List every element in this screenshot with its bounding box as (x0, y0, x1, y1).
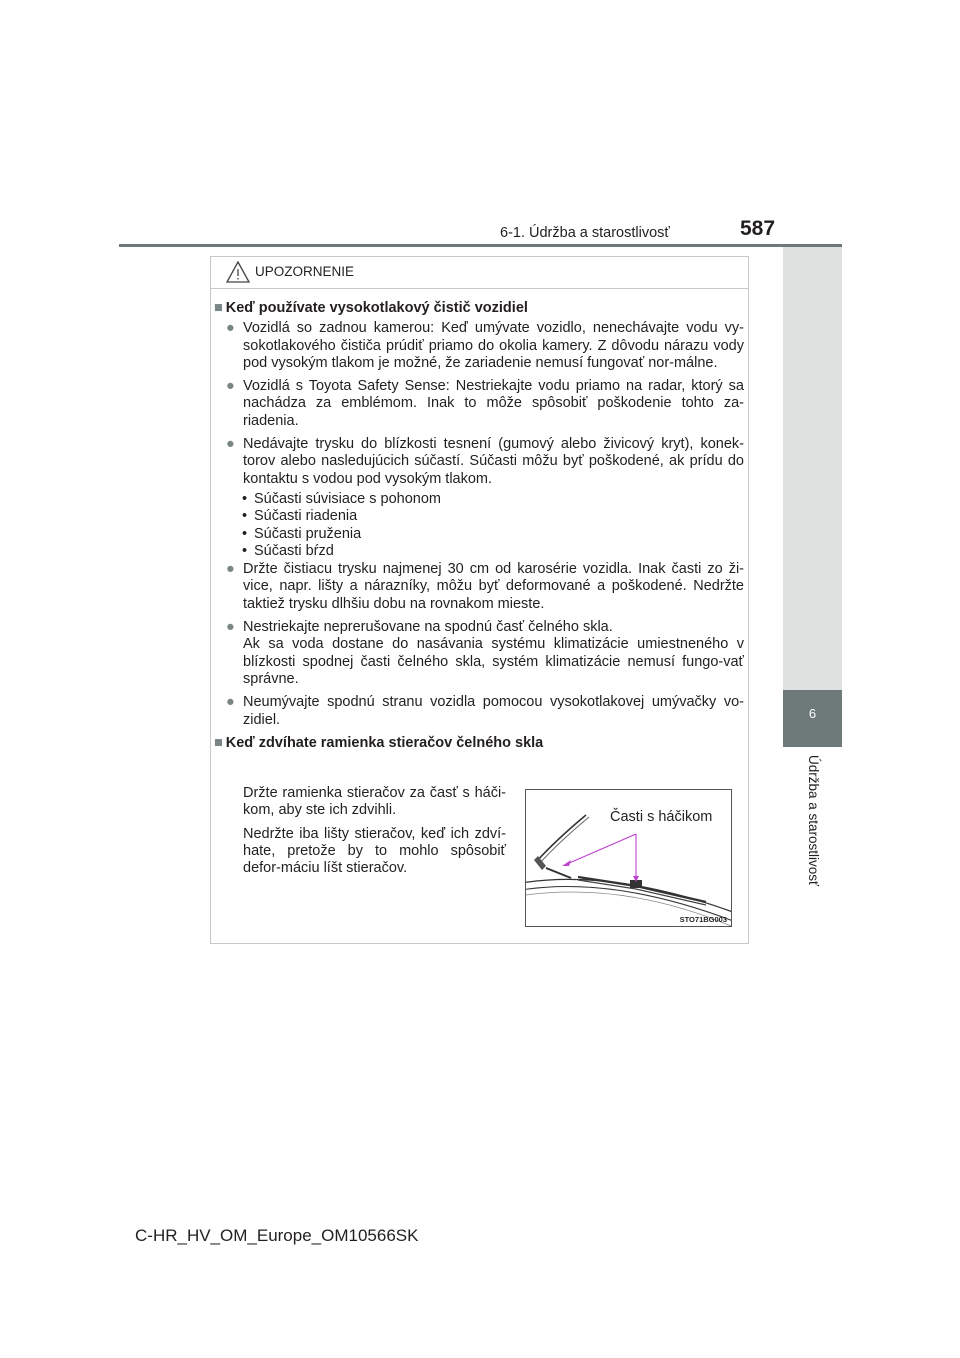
list-item: ● Nedávajte trysku do blízkosti tesnení (gumový alebo živicový kryt), konek-torov alebo nasledujúcich súčastí. Súčasti môžu byť poškodené, ak prídu do kontaktu s vodou pod vysokým tlakom. (226, 436, 744, 487)
sub-list (214, 491, 744, 560)
round-bullet-icon: ● (226, 378, 235, 395)
warning-header (211, 257, 748, 289)
list-item: ● Vozidlá s Toyota Safety Sense: Nestriekajte vodu priamo na radar, ktorý sa nachádza za emblémom. Inak to môže spôsobiť poškodenie tohto za-riadenia. (226, 378, 744, 429)
figure-label: Časti s háčikom (610, 809, 713, 825)
chapter-number: 6 (808, 706, 817, 721)
section-title: ■ Keď zdvíhate ramienka stieračov čelného skla (214, 734, 544, 751)
sub-list-item: • Súčasti súvisiace s pohonom (254, 491, 744, 508)
footer-doc-id: C-HR_HV_OM_Europe_OM10566SK (135, 1226, 419, 1245)
list-item: ● Neumývajte spodnú stranu vozidla pomocou vysokotlakovej umývačky vo-zidiel. (226, 694, 744, 728)
warning-content (214, 300, 744, 752)
square-bullet-icon: ■ (214, 300, 223, 316)
round-bullet-icon: ● (226, 320, 235, 337)
page-number: 587 (740, 217, 776, 240)
section-heading: 6-1. Údržba a starostlivosť (500, 225, 670, 241)
round-bullet-icon: ● (226, 694, 235, 711)
square-bullet-icon: ■ (214, 734, 223, 751)
warning-title: UPOZORNENIE (255, 264, 355, 279)
round-bullet-icon: ● (226, 619, 235, 636)
figure-code: STO71BG003 (679, 915, 727, 924)
round-bullet-icon: ● (226, 561, 235, 578)
paragraph: Držte ramienka stieračov za časť s háči-kom, aby ste ich zdvihli. (243, 785, 506, 819)
sub-list-item: • Súčasti pruženia (254, 526, 744, 543)
sub-list-item: • Súčasti bŕzd (254, 543, 744, 560)
sub-list-item: • Súčasti riadenia (254, 508, 744, 525)
list-item: ● Vozidlá so zadnou kamerou: Keď umývate vozidlo, nenechávajte vodu vy-sokotlakového čističa prúdiť priamo do okolia kamery. Z dôvodu nárazu vody pod vysokým tlakom je možné, že zariadenie nemusí fungovať nor-málne. (226, 320, 744, 371)
round-bullet-icon: ● (226, 436, 235, 453)
list-item: ● Nestriekajte neprerušovane na spodnú časť čelného skla. Ak sa voda dostane do nasávania systému klimatizácie umiestneného v blízkosti spodnej časti čelného skla, systém klimatizácie nemusí fungo-vať správne. (226, 619, 744, 687)
paragraph: Nedržte iba lišty stieračov, keď ich zdví-hate, pretože by to mohlo spôsobiť defor-máciu líšt stieračov. (243, 825, 506, 877)
side-bar (783, 247, 842, 690)
list-item: ● Držte čistiacu trysku najmenej 30 cm od karosérie vozidla. Inak časti zo ži-vice, napr. lišty a nárazníky, môžu byť deformované a poškodené. Nedržte taktiež trysku dlhšiu dobu na rovnakom mieste. (226, 561, 744, 612)
chapter-label: Údržba a starostlivosť (806, 755, 821, 887)
header-rule (119, 244, 842, 247)
wiper-figure (525, 789, 732, 927)
warning-triangle-icon (225, 260, 251, 284)
section-title: ■ Keď používate vysokotlakový čistič vozidiel (214, 300, 528, 316)
wiper-instructions (243, 785, 506, 883)
